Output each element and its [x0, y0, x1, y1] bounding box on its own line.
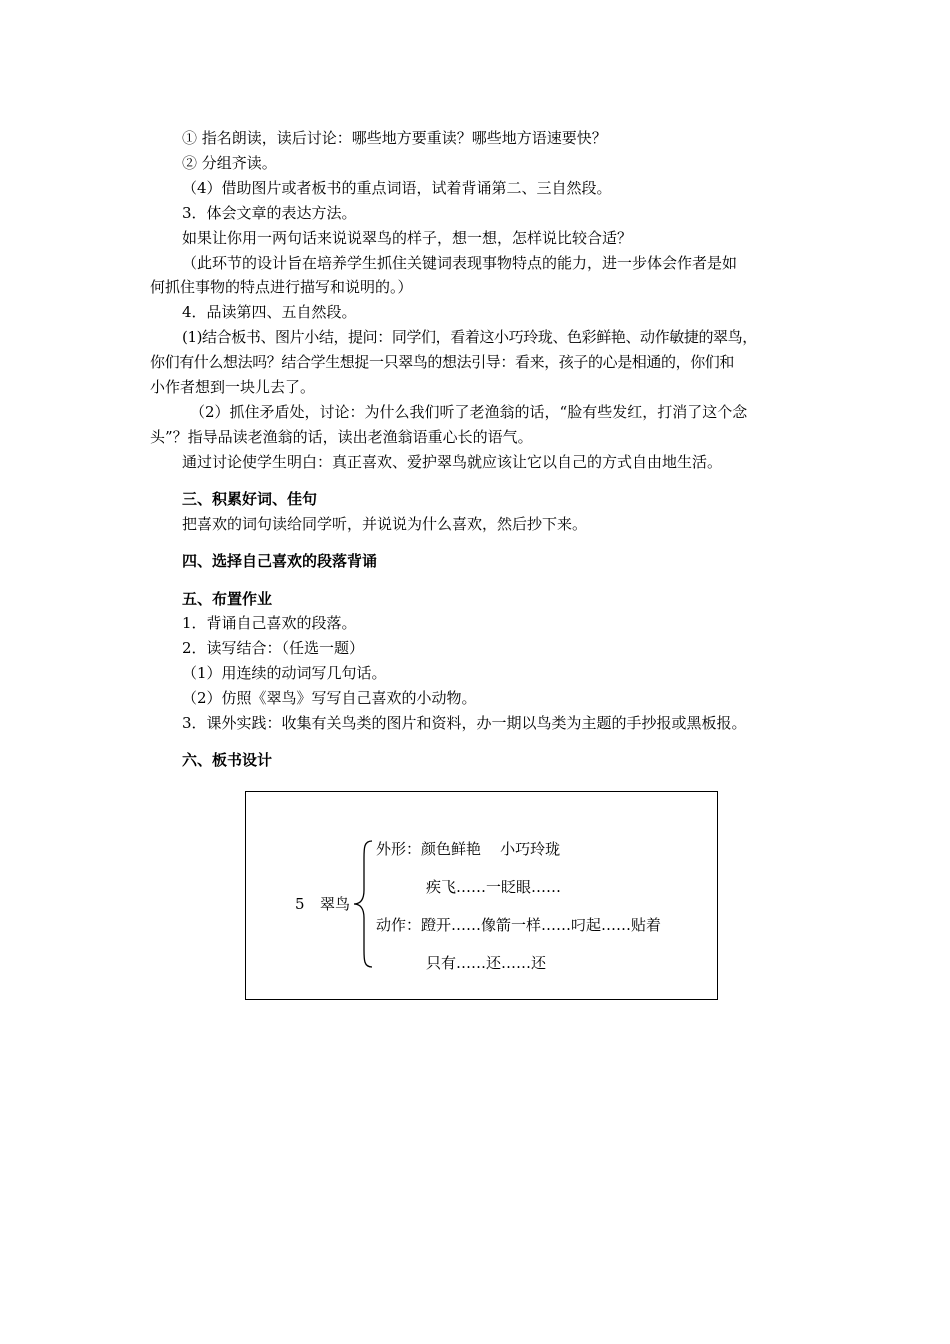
paragraph-line: （此环节的设计旨在培养学生抓住关键词表现事物特点的能力，进一步体会作者是如: [182, 254, 738, 272]
board-title-number: 5: [295, 895, 305, 913]
paragraph-line: 如果让你用一两句话来说说翠鸟的样子，想一想，怎样说比较合适？: [182, 229, 633, 247]
paragraph-line: ① 指名朗读，读后讨论：哪些地方要重读？哪些地方语速要快？: [182, 129, 607, 147]
paragraph-line: 把喜欢的词句读给同学听，并说说为什么喜欢，然后抄下来。: [182, 515, 588, 533]
paragraph-line: （2）抓住矛盾处，讨论：为什么我们听了老渔翁的话，“脸有些发红，打消了这个念: [190, 403, 748, 421]
paragraph-line: 小作者想到一块儿去了。: [150, 378, 316, 396]
board-line: 疾飞……一眨眼……: [426, 878, 562, 896]
list-item: （2）仿照《翠鸟》写写自己喜欢的小动物。: [182, 689, 477, 707]
paragraph-line: 头”？指导品读老渔翁的话，读出老渔翁语重心长的语气。: [150, 428, 533, 446]
board-line-action: 动作：蹬开……像箭一样……叼起……贴着: [376, 916, 662, 934]
paragraph-line: 何抓住事物的特点进行描写和说明的。）: [150, 278, 413, 296]
paragraph-line: (1)结合板书、图片小结，提问：同学们，看着这小巧玲珑、色彩鲜艳、动作敏捷的翠鸟，: [182, 328, 757, 346]
paragraph-line: （4）借助图片或者板书的重点词语，试着背诵第二、三自然段。: [182, 179, 612, 197]
paragraph-line: 3．体会文章的表达方法。: [182, 204, 357, 222]
section-heading: 四、选择自己喜欢的段落背诵: [182, 552, 378, 570]
board-title: 翠鸟: [320, 895, 351, 913]
section-heading: 五、布置作业: [182, 590, 273, 608]
board-line: 只有……还……还: [426, 954, 547, 972]
curly-brace-icon: [352, 838, 376, 970]
list-item: （1）用连续的动词写几句话。: [182, 664, 387, 682]
list-item: 2．读写结合：（任选一题）: [182, 639, 365, 657]
paragraph-line: 4．品读第四、五自然段。: [182, 303, 357, 321]
list-item: 3．课外实践：收集有关鸟类的图片和资料，办一期以鸟类为主题的手抄报或黑板报。: [182, 714, 747, 732]
paragraph-line: 你们有什么想法吗？结合学生想捉一只翠鸟的想法引导：看来，孩子的心是相通的，你们和: [150, 353, 735, 371]
board-line-appearance: 外形：颜色鲜艳 小巧玲珑: [376, 840, 561, 858]
section-heading: 六、板书设计: [182, 751, 273, 769]
paragraph-line: 通过讨论使学生明白：真正喜欢、爱护翠鸟就应该让它以自己的方式自由地生活。: [182, 453, 723, 471]
paragraph-line: ② 分组齐读。: [182, 154, 277, 172]
list-item: 1．背诵自己喜欢的段落。: [182, 614, 357, 632]
section-heading: 三、积累好词、佳句: [182, 490, 318, 508]
